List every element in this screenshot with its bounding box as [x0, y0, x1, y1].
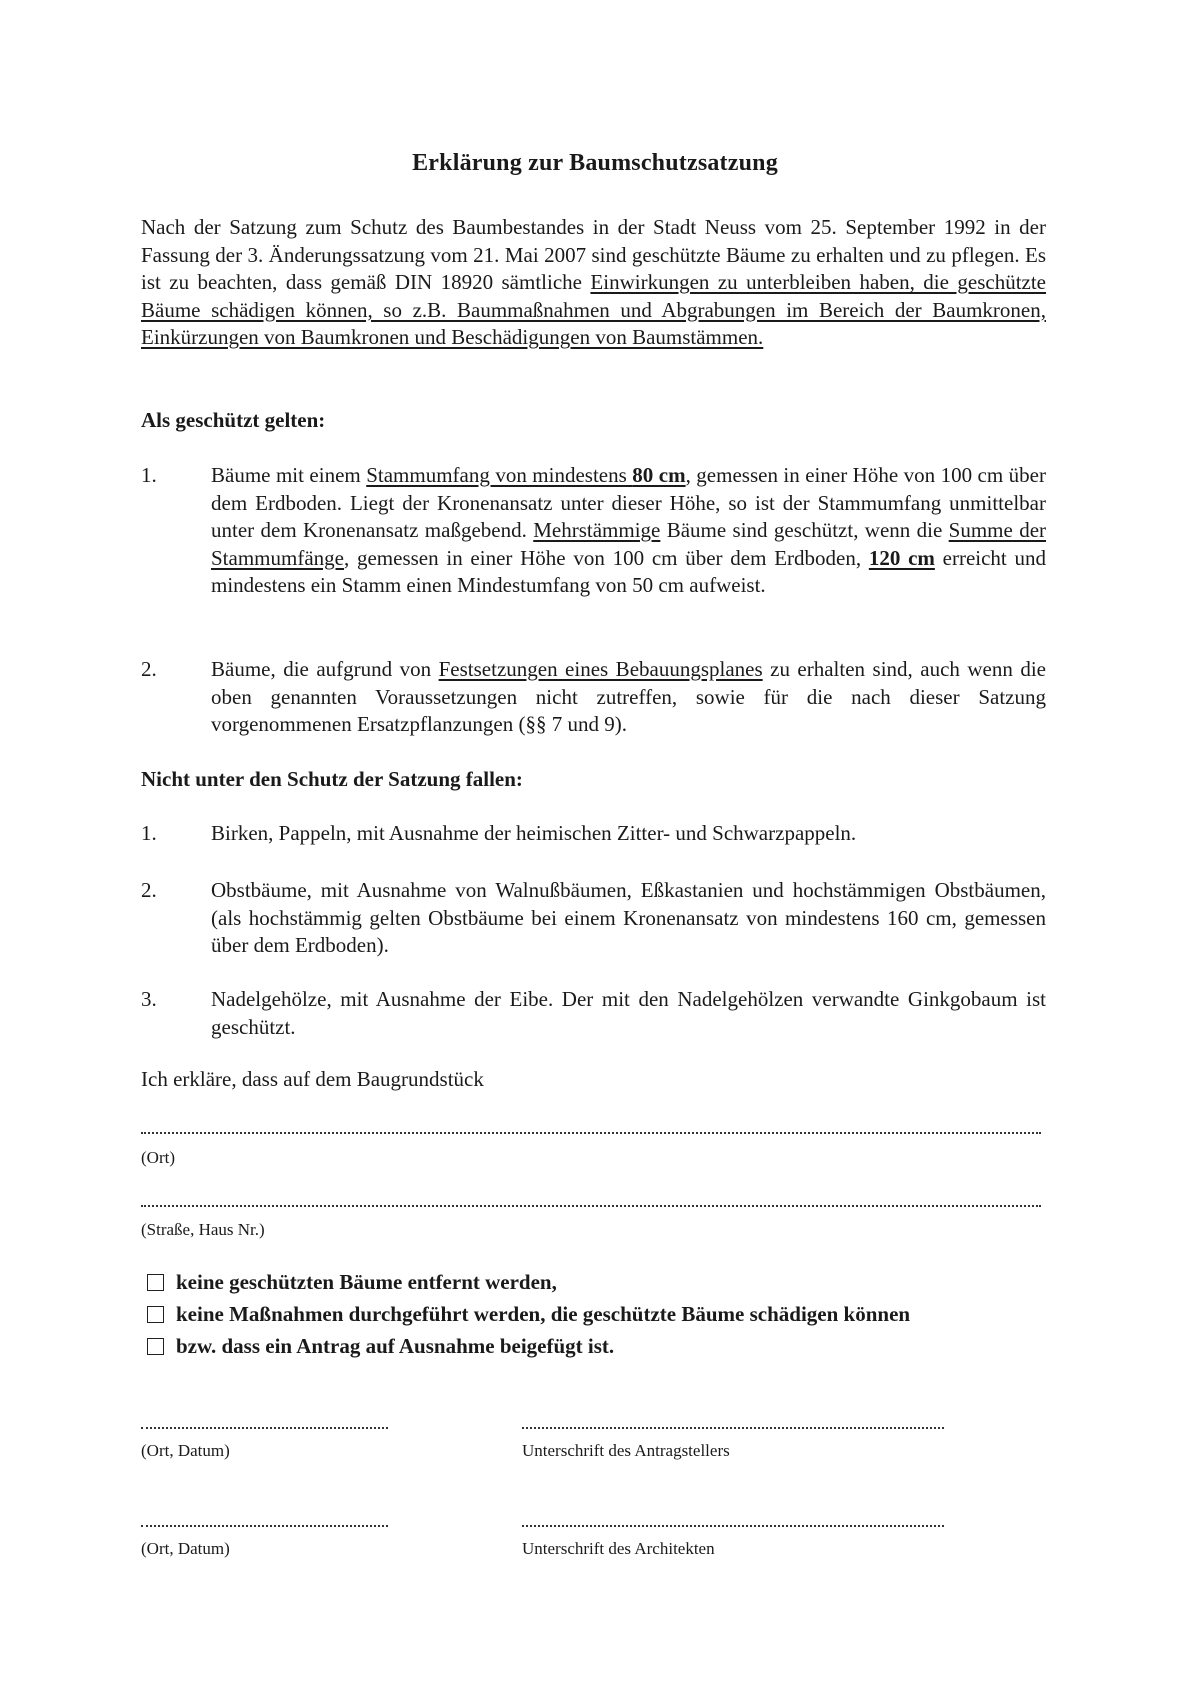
checkbox-row-2[interactable]: [147, 1302, 910, 1327]
strasse-field[interactable]: [141, 1205, 1041, 1207]
checkbox-label: keine Maßnahmen durchgeführt werden, die geschützte Bäume schädigen können: [176, 1302, 911, 1326]
ort-datum-field-1[interactable]: [141, 1427, 388, 1429]
text-part: Bäume sind geschützt, wenn die: [660, 518, 949, 542]
bold-underlined-text: 80 cm: [632, 463, 686, 487]
underlined-text: Festsetzungen eines Bebauungsplanes: [438, 657, 763, 681]
text-part: zu erhalten sind, auch wenn die oben genannten Voraussetzungen nicht zutreffen, sowie für die nach dieser Satzung vorgenommenen Ersatzpflanzungen (§§ 7 und 9).: [211, 657, 1046, 736]
item-text: Birken, Pappeln, mit Ausnahme der heimischen Zitter- und Schwarzpappeln.: [211, 821, 857, 845]
not-protected-item-3: [141, 986, 1046, 1041]
text-part: Bäume mit einem: [211, 463, 367, 487]
ort-datum-label-2: (Ort, Datum): [141, 1539, 230, 1558]
checkbox-label: keine geschützten Bäume entfernt werden,: [176, 1270, 557, 1294]
ort-label: (Ort): [141, 1148, 175, 1167]
architekt-label: Unterschrift des Architekten: [522, 1539, 715, 1558]
protected-heading: Als geschützt gelten:: [141, 408, 326, 432]
checkbox-row-3[interactable]: [147, 1334, 614, 1359]
item-text: [211, 462, 1046, 600]
not-protected-heading: Nicht unter den Schutz der Satzung fallen:: [141, 767, 523, 791]
item-number: 1.: [141, 821, 157, 845]
ort-datum-field-2[interactable]: [141, 1525, 388, 1527]
antragsteller-signature-field[interactable]: [522, 1427, 944, 1429]
intro-text: Nach der Satzung zum Schutz des Baumbestandes in der Stadt Neuss vom 25. September 1992 in der Fassung der 3. Änderungssatzung vom 21. Mai 2007 sind geschützte Bäume zu erhalten und zu pflegen. Es ist zu beachten, dass gemäß DIN 18920 sämtliche: [141, 215, 1046, 294]
text-part: erreicht und mindestens ein Stamm einen Mindestumfang von 50 cm aufweist.: [211, 545, 1046, 597]
strasse-label: (Straße, Haus Nr.): [141, 1220, 265, 1239]
checkbox[interactable]: [147, 1338, 164, 1355]
document-title: Erklärung zur Baumschutzsatzung: [412, 150, 778, 176]
ort-field[interactable]: [141, 1132, 1041, 1134]
item-text: [211, 656, 1046, 739]
declaration-text: Ich erkläre, dass auf dem Baugrundstück: [141, 1067, 484, 1091]
checkbox-label: bzw. dass ein Antrag auf Ausnahme beigefügt ist.: [176, 1334, 615, 1358]
underlined-text: Stammumfang von mindestens: [366, 463, 633, 487]
protected-item-1: [141, 462, 1046, 600]
text-part: , gemessen in einer Höhe von 100 cm über dem Erdboden,: [343, 545, 869, 570]
checkbox[interactable]: [147, 1306, 164, 1323]
item-number: 2.: [141, 878, 157, 902]
not-protected-item-2: [141, 877, 1046, 960]
bold-underlined-text: 120 cm: [868, 545, 935, 570]
antragsteller-label: Unterschrift des Antragstellers: [522, 1441, 730, 1460]
item-text: Nadelgehölze, mit Ausnahme der Eibe. Der mit den Nadelgehölzen verwandte Ginkgobaum ist geschützt.: [211, 987, 1046, 1039]
intro-paragraph: [141, 214, 1046, 352]
underlined-text: Summe der Stammumfänge: [211, 518, 1047, 570]
item-text: Obstbäume, mit Ausnahme von Walnußbäumen, Eßkastanien und hochstämmigen Obstbäumen, (als hochstämmig gelten Obstbäume bei einem Kronenansatz von mindestens 160 cm, gemessen über dem Erdboden).: [211, 878, 1046, 957]
underlined-text: Mehrstämmige: [533, 518, 661, 542]
architekt-signature-field[interactable]: [522, 1525, 944, 1527]
checkbox[interactable]: [147, 1274, 164, 1291]
ort-datum-label-1: (Ort, Datum): [141, 1441, 230, 1460]
checkbox-row-1[interactable]: [147, 1270, 557, 1295]
item-number: 1.: [141, 463, 157, 487]
item-number: 3.: [141, 987, 157, 1011]
not-protected-item-1: [141, 820, 1046, 848]
protected-item-2: [141, 656, 1046, 739]
text-part: , gemessen in einer Höhe von 100 cm über dem Erdboden. Liegt der Kronenansatz unter dieser Höhe, so ist der Stammumfang unmittelbar unter dem Kronenansatz maßgebend.: [211, 463, 1046, 542]
intro-underlined-text: Einwirkungen zu unterbleiben haben, die geschützte Bäume schädigen können, so z.B. Baummaßnahmen und Abgrabungen im Bereich der Baumkronen, Einkürzungen von Baumkronen und Beschädigungen von Baumstämmen.: [141, 270, 1047, 349]
item-number: 2.: [141, 657, 157, 681]
text-part: Bäume, die aufgrund von: [211, 657, 439, 681]
